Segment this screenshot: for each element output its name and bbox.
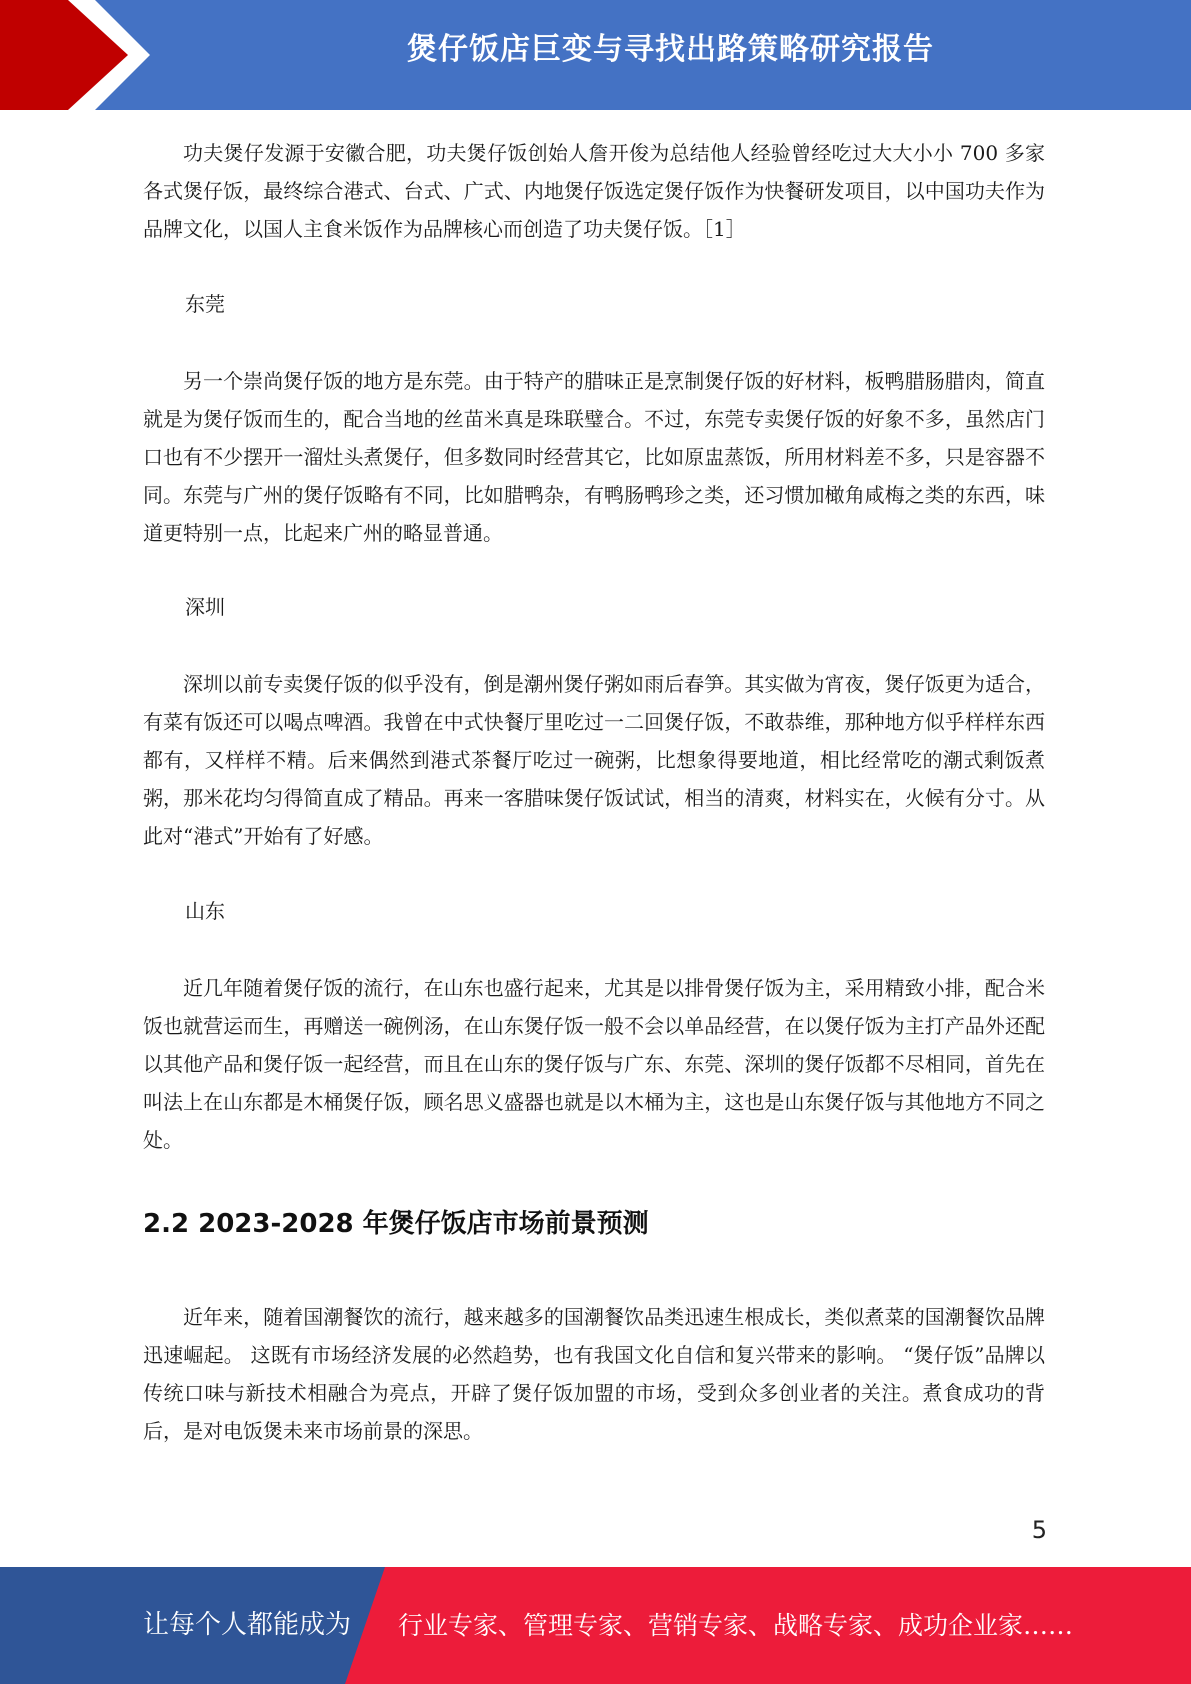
paragraph-market-outlook: 近年来，随着国潮餐饮的流行，越来越多的国潮餐饮品类迅速生根成长，类似煮菜的国潮餐饮品牌迅速崛起。 这既有市场经济发展的必然趋势，也有我国文化自信和复兴带来的影响。 “煲仔饭”品牌以传统口味与新技术相融合为亮点，开辟了煲仔饭加盟的市场，受到众多创业者的关注。煮食成功的背后，是对电饭煲未来市场前景的深思。 [143,1305,1045,1443]
paragraph-kungfu: 功夫煲仔发源于安徽合肥，功夫煲仔饭创始人詹开俊为总结他人经验曾经吃过大大小小 700 多家各式煲仔饭，最终综合港式、台式、广式、内地煲仔饭选定煲仔饭作为快餐研发项目，以中国功夫作为品牌文化，以国人主食米饭作为品牌核心而创造了功夫煲仔饭。［1］ [143,141,1045,241]
report-title: 煲仔饭店巨变与寻找出路策略研究报告 [407,32,934,67]
subheading-shenzhen: 深圳 [185,595,225,619]
footer-slogan-left: 让每个人都能成为 [143,1610,352,1640]
paragraph-dongguan: 另一个崇尚煲仔饭的地方是东莞。由于特产的腊味正是烹制煲仔饭的好材料，板鸭腊肠腊肉，简直就是为煲仔饭而生的，配合当地的丝苗米真是珠联璧合。不过，东莞专卖煲仔饭的好象不多，虽然店门口也有不少摆开一溜灶头煮煲仔，但多数同时经营其它，比如原盅蒸饭，所用材料差不多，只是容器不同。东莞与广州的煲仔饭略有不同，比如腊鸭杂，有鸭肠鸭珍之类，还习惯加橄角咸梅之类的东西，味道更特别一点，比起来广州的略显普通。 [143,369,1045,545]
footer-banner [0,1567,1191,1684]
paragraph-shenzhen: 深圳以前专卖煲仔饭的似乎没有，倒是潮州煲仔粥如雨后春笋。其实做为宵夜，煲仔饭更为适合，有菜有饭还可以喝点啤酒。我曾在中式快餐厅里吃过一二回煲仔饭，不敢恭维，那种地方似乎样样东西都有，又样样不精。后来偶然到港式茶餐厅吃过一碗粥，比想象得要地道，相比经常吃的潮式剩饭煮粥，那米花均匀得简直成了精品。再来一客腊味煲仔饭试试，相当的清爽，材料实在，火候有分寸。从此对“港式”开始有了好感。 [143,672,1045,848]
section-heading: 2.2 2023-2028 年煲仔饭店市场前景预测 [143,1209,649,1239]
subheading-shandong: 山东 [185,899,225,923]
paragraph-shandong: 近几年随着煲仔饭的流行，在山东也盛行起来，尤其是以排骨煲仔饭为主，采用精致小排，配合米饭也就营运而生，再赠送一碗例汤，在山东煲仔饭一般不会以单品经营，在以煲仔饭为主打产品外还配以其他产品和煲仔饭一起经营，而且在山东的煲仔饭与广东、东莞、深圳的煲仔饭都不尽相同，首先在叫法上在山东都是木桶煲仔饭，顾名思义盛器也就是以木桶为主，这也是山东煲仔饭与其他地方不同之处。 [143,976,1045,1152]
page-number: 5 [1031,1516,1047,1544]
header-banner [0,0,1191,110]
red-arrow-decoration [0,0,160,110]
subheading-dongguan: 东莞 [185,292,225,316]
footer-slogan-right: 行业专家、管理专家、营销专家、战略专家、成功企业家…… [398,1611,1074,1640]
